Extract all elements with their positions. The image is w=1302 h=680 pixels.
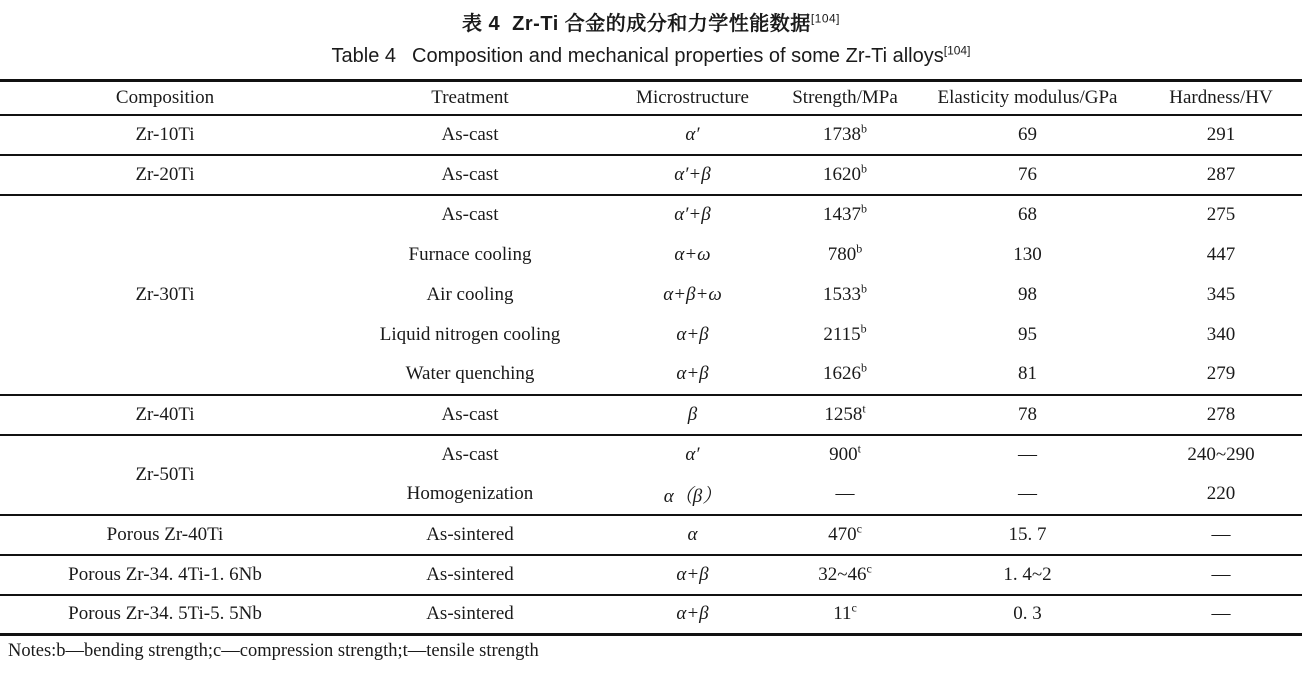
alloy-properties-table (0, 79, 1302, 636)
cell-composition: Zr-10Ti (0, 115, 330, 155)
cell-hardness: 340 (1206, 323, 1236, 345)
citation-ref-en: [104] (943, 43, 971, 58)
cell-microstructure: α (610, 515, 775, 555)
cell-microstructure: α′ (610, 115, 775, 155)
table-number-en: Table 4 (331, 45, 397, 67)
cell-strength: 780$^b$ (827, 241, 863, 265)
cell-hardness: 291 (1140, 115, 1302, 155)
cell-composition-group: Zr-30Ti (0, 195, 330, 395)
cell-hardness: — (1211, 603, 1231, 625)
cell-treatment: Water quenching (330, 355, 610, 395)
cell-microstructure: α+β+ω (663, 283, 722, 305)
cell-composition: Zr-40Ti (0, 395, 330, 435)
table-title-cn-text: Zr-Ti 合金的成分和力学性能数据 (512, 13, 811, 35)
cell-strength: 1533$^b$ (823, 281, 867, 305)
table-row (0, 195, 1302, 235)
cell-microstructure: α′+β (610, 155, 775, 195)
cell-strength: 470$^c$ (775, 515, 915, 555)
col-header-treatment: Treatment (330, 81, 610, 115)
cell-hardness: 278 (1140, 395, 1302, 435)
cell-modulus: 98 (1018, 283, 1037, 305)
cell-treatment: As-cast (441, 444, 499, 465)
table-row (0, 595, 1302, 635)
cell-hardness: 345 (1206, 283, 1236, 305)
cell-modulus: 1. 4~2 (915, 555, 1140, 595)
table-row (0, 115, 1302, 155)
cell-treatment: As-sintered (330, 515, 610, 555)
citation-ref-cn: [104] (810, 11, 841, 26)
cell-strength: 900$^t$ (829, 441, 861, 465)
cell-strength: 1626$^b$ (775, 355, 915, 395)
cell-strength: 1437$^b$ (823, 201, 867, 225)
cell-microstructure: α′+β (674, 204, 711, 225)
col-header-strength: Strength/MPa (775, 81, 915, 115)
cell-composition: Porous Zr-40Ti (0, 515, 330, 555)
cell-microstructure: α+β (676, 323, 709, 345)
cell-composition: Porous Zr-34. 4Ti-1. 6Nb (0, 555, 330, 595)
cell-hardness: 275 (1206, 204, 1236, 225)
cell-microstructure: α+ω (674, 243, 711, 265)
cell-hardness: — (1140, 555, 1302, 595)
cell-strength: 11$^c$ (833, 600, 857, 625)
cell-hardness: 220 (1140, 475, 1302, 515)
cell-hardness: 279 (1140, 355, 1302, 395)
cell-treatment: Furnace cooling (408, 243, 532, 265)
table-footnotes: Notes:b—bending strength;c—compression strength;t—tensile strength (8, 641, 539, 661)
cell-microstructure: α+β (610, 355, 775, 395)
cell-strength: 1738$^b$ (775, 115, 915, 155)
cell-strength: 1620$^b$ (775, 155, 915, 195)
cell-modulus: 15. 7 (915, 515, 1140, 555)
table-title-en-text: Composition and mechanical properties of some Zr-Ti alloys (412, 45, 944, 67)
cell-modulus: 68 (1018, 204, 1037, 225)
table-caption-chinese (0, 0, 1302, 36)
cell-microstructure: α（β） (610, 475, 775, 515)
cell-treatment: Liquid nitrogen cooling (379, 323, 561, 345)
table-number-cn: 表 4 (461, 13, 501, 35)
cell-treatment: As-cast (330, 155, 610, 195)
cell-composition: Zr-20Ti (0, 155, 330, 195)
cell-microstructure: α+β (676, 603, 709, 625)
cell-strength: 1258$^t$ (775, 395, 915, 435)
header-row (0, 81, 1302, 115)
table-row (0, 515, 1302, 555)
cell-microstructure: α+β (610, 555, 775, 595)
cell-modulus: — (1018, 444, 1037, 465)
cell-modulus: 78 (915, 395, 1140, 435)
cell-treatment: As-cast (330, 395, 610, 435)
cell-treatment: As-sintered (426, 603, 514, 625)
cell-treatment: As-cast (330, 115, 610, 155)
cell-modulus: 95 (1018, 323, 1037, 345)
col-header-microstructure: Microstructure (610, 81, 775, 115)
cell-microstructure: β (610, 395, 775, 435)
table-row (0, 395, 1302, 435)
cell-hardness: 240~290 (1187, 444, 1255, 465)
table-row (0, 155, 1302, 195)
col-header-modulus: Elasticity modulus/GPa (915, 81, 1140, 115)
cell-modulus: 76 (915, 155, 1140, 195)
cell-composition: Porous Zr-34. 5Ti-5. 5Nb (68, 603, 262, 625)
cell-strength: — (775, 475, 915, 515)
cell-strength: 32~46$^c$ (775, 555, 915, 595)
cell-modulus: 69 (915, 115, 1140, 155)
cell-strength: 2115$^b$ (823, 321, 867, 345)
cell-treatment: As-sintered (330, 555, 610, 595)
cell-modulus: — (915, 475, 1140, 515)
cell-modulus: 81 (915, 355, 1140, 395)
cell-modulus: 0. 3 (1013, 603, 1042, 625)
cell-hardness: — (1140, 515, 1302, 555)
table-row (0, 435, 1302, 475)
cell-hardness: 287 (1140, 155, 1302, 195)
cell-composition-group: Zr-50Ti (0, 435, 330, 515)
col-header-composition: Composition (0, 81, 330, 115)
cell-treatment: Homogenization (330, 475, 610, 515)
col-header-hardness: Hardness/HV (1140, 81, 1302, 115)
cell-microstructure: α′ (685, 444, 700, 465)
table-row (0, 555, 1302, 595)
cell-hardness: 447 (1206, 243, 1236, 265)
cell-modulus: 130 (1013, 243, 1042, 265)
table-caption-english (0, 45, 1302, 68)
cell-treatment: Air cooling (426, 283, 514, 305)
cell-treatment: As-cast (441, 204, 499, 225)
